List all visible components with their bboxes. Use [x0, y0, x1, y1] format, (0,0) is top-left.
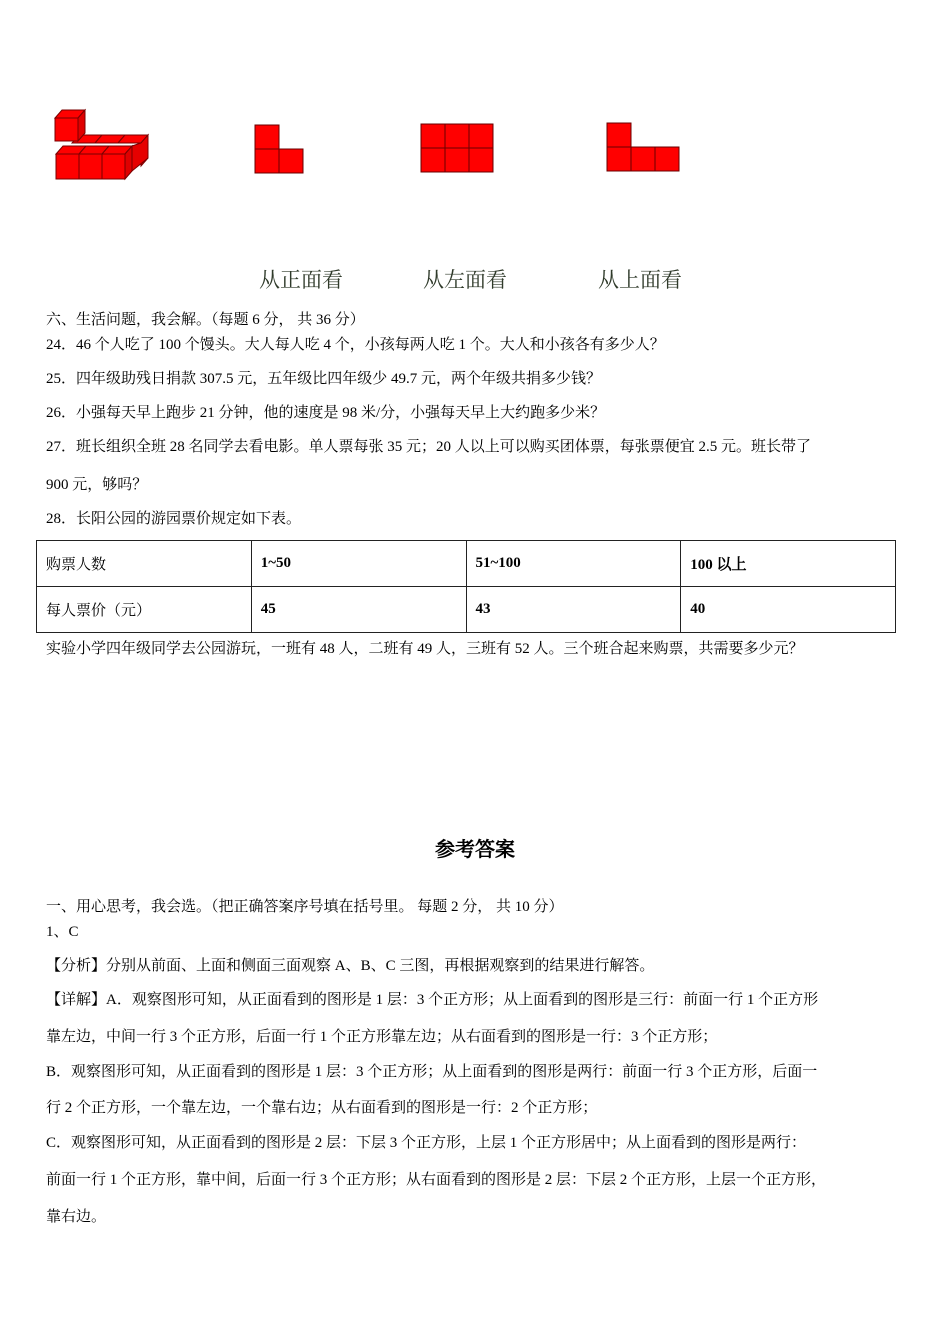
question-28-followup: 实验小学四年级同学去公园游玩，一班有 48 人，二班有 49 人，三班有 52 人。三个班合起来购票，共需要多少元？: [46, 641, 804, 657]
view-figure-2: [420, 123, 494, 173]
question-28: 28．长阳公园的游园票价规定如下表。: [46, 511, 302, 527]
answer-detail-line: 靠右边。: [46, 1209, 107, 1225]
caption-top-view: 从上面看: [598, 268, 682, 292]
question-27: 27．班长组织全班 28 名同学去看电影。单人票每张 35 元；20 人以上可以购买团体票，每张票便宜 2.5 元。班长带了: [46, 439, 812, 455]
answer-detail-line: 行 2 个正方形，一个靠左边，一个靠右边；从右面看到的图形是一行：2 个正方形；: [46, 1100, 598, 1116]
ticket-price-table: [36, 540, 896, 633]
answer-1: 1、C: [46, 924, 79, 940]
table-row: [37, 587, 896, 633]
table-cell: 43: [466, 587, 681, 633]
question-25: 25．四年级助残日捐款 307.5 元，五年级比四年级少 49.7 元，两个年级共捐多少钱？: [46, 371, 602, 387]
view-figure-1: [254, 124, 306, 176]
table-row: [37, 541, 896, 587]
answer-detail-line: 前面一行 1 个正方形，靠中间，后面一行 3 个正方形；从右面看到的图形是 2 层：下层 2 个正方形，上层一个正方形，: [46, 1172, 827, 1188]
answer-detail-line: 【详解】A．观察图形可知，从正面看到的图形是 1 层：3 个正方形；从上面看到的图形是三行：前面一行 1 个正方形: [46, 992, 819, 1008]
section-heading-6: 六、生活问题，我会解。（每题 6 分， 共 36 分）: [46, 312, 365, 328]
table-cell: 51~100: [466, 541, 681, 587]
answer-detail-line: B．观察图形可知，从正面看到的图形是 1 层：3 个正方形；从上面看到的图形是两行：前面一行 3 个正方形，后面一: [46, 1064, 818, 1080]
table-cell: 100 以上: [681, 541, 896, 587]
question-27-continued: 900 元，够吗？: [46, 477, 148, 493]
answer-detail-line: 靠左边，中间一行 3 个正方形，后面一行 1 个正方形靠左边；从右面看到的图形是一行：3 个正方形；: [46, 1029, 718, 1045]
caption-left-view: 从左面看: [423, 268, 507, 292]
table-cell: 45: [251, 587, 466, 633]
answer-analysis: 【分析】分别从前面、上面和侧面三面观察 A、B、C 三图，再根据观察到的结果进行解答。: [46, 958, 655, 974]
answer-detail-line: C．观察图形可知，从正面看到的图形是 2 层：下层 3 个正方形，上层 1 个正方形居中；从上面看到的图形是两行：: [46, 1135, 807, 1151]
answers-title: 参考答案: [435, 837, 515, 861]
question-26: 26．小强每天早上跑步 21 分钟，他的速度是 98 米/分，小强每天早上大约跑多少米？: [46, 405, 606, 421]
table-cell: 每人票价（元）: [37, 587, 252, 633]
table-cell: 40: [681, 587, 896, 633]
question-24: 24．46 个人吃了 100 个馒头。大人每人吃 4 个，小孩每两人吃 1 个。大人和小孩各有多少人？: [46, 337, 665, 353]
answers-section-1-heading: 一、用心思考，我会选。（把正确答案序号填在括号里。 每题 2 分， 共 10 分）: [46, 899, 564, 915]
table-cell: 1~50: [251, 541, 466, 587]
table-cell: 购票人数: [37, 541, 252, 587]
cube-structure-figure: [50, 105, 155, 185]
view-figure-3: [606, 122, 680, 172]
caption-front-view: 从正面看: [259, 268, 343, 292]
